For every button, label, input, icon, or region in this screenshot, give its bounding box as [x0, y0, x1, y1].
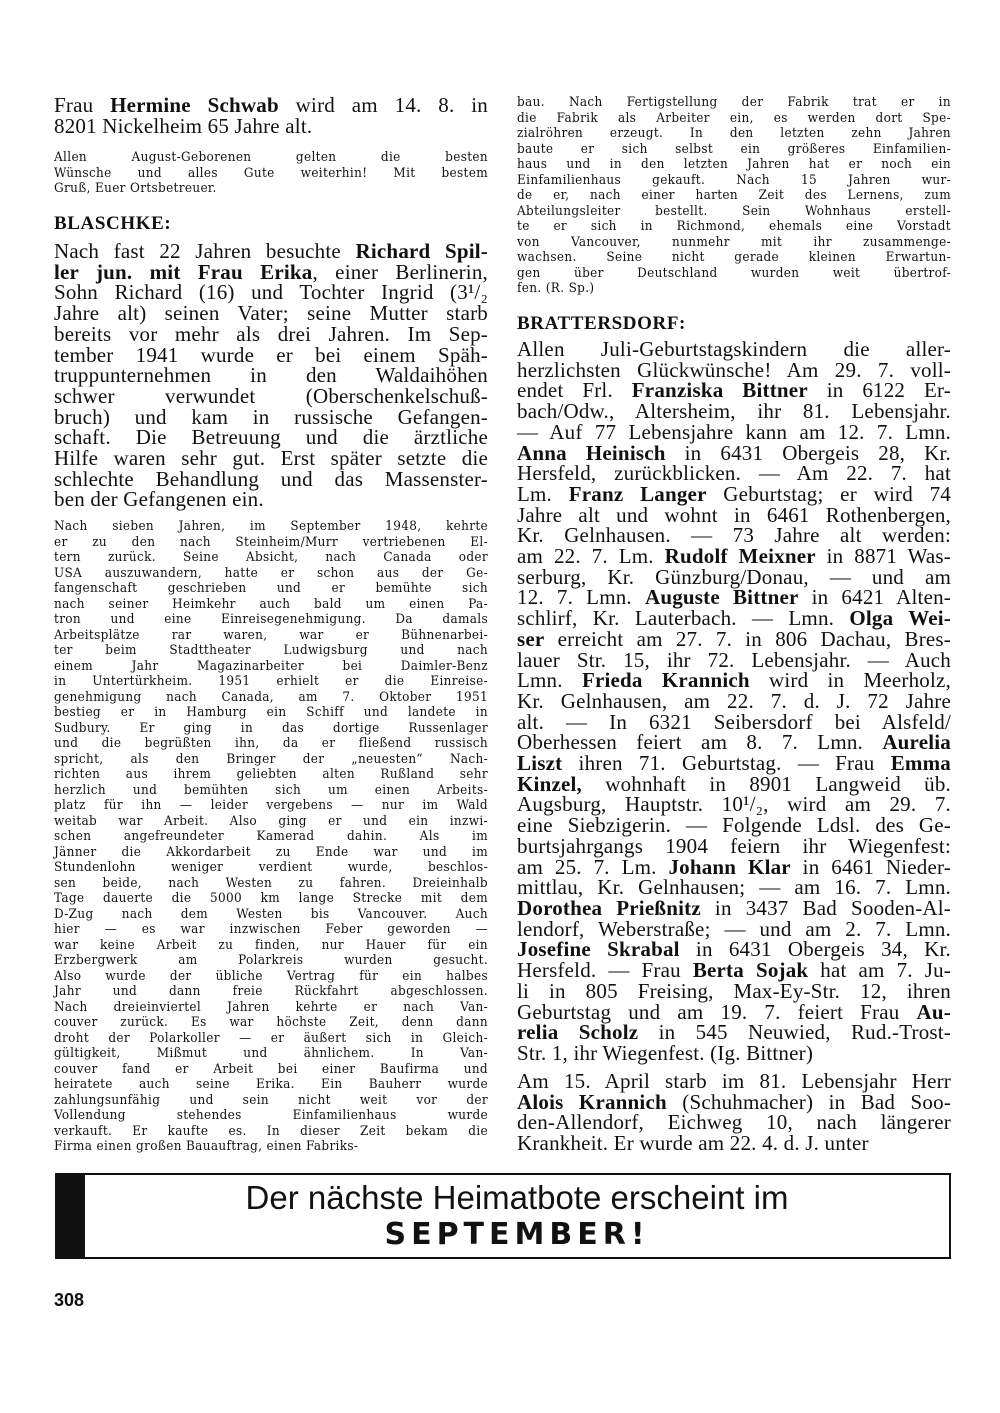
person-name: Franziska Bittner — [631, 378, 808, 403]
text-line: Jahr und dann freie Rückfahrt abgeschlossen. — [54, 984, 488, 999]
text-run: , einer Berlinerin, — [312, 259, 488, 284]
text-line — [54, 282, 488, 303]
text-line — [517, 815, 951, 836]
text-line: Sudbury. Er ging in das dortige Russenlager — [54, 720, 488, 736]
banner-month: SEPTEMBER! — [384, 1217, 650, 1252]
text-line: baute er sich selbst ein größeres Einfamilien- — [517, 141, 951, 157]
text-line — [54, 259, 488, 284]
text-line — [517, 626, 951, 651]
text-line: tron und eine Einreisegenehmigung. Da damals — [54, 612, 488, 627]
text-run: Allen Juli-Geburtstagskindern die aller- — [517, 337, 951, 361]
text-line: hier — es war inzwischen Feber geworden — — [54, 922, 488, 937]
text-line: nach seiner Heimkehr auch bald um einen Pa- — [54, 596, 488, 612]
text-line — [54, 489, 488, 510]
text-line: Jänner die Akkordarbeit zu Ende war und im — [54, 844, 488, 860]
text-run: in 6461 Nieder- — [790, 854, 951, 879]
text-run: alt. — In 6321 Seibersdorf bei Alsfeld/ — [517, 709, 951, 734]
person-name: Franz Langer — [568, 481, 707, 506]
text-line: fangenschaft geschrieben und er bemühte sich — [54, 581, 488, 596]
person-name: Au- — [916, 999, 951, 1024]
text-run: Am 15. April starb im 81. Lebensjahr Herr — [517, 1069, 951, 1093]
text-line — [54, 241, 488, 262]
text-line — [517, 419, 951, 444]
text-run: Str. 1, ihr Wiegenfest. (Ig. Bittner) — [517, 1040, 814, 1065]
text-line — [517, 978, 951, 1003]
text-line — [517, 794, 951, 815]
text-line: genehmigung nach Canada, am 7. Oktober 1951 — [54, 689, 488, 705]
text-line — [517, 688, 951, 713]
text-run: bruch) und kam in russische Gefangen- — [54, 404, 488, 429]
person-name: Alois Krannich — [517, 1089, 667, 1114]
text-line: schen angefreundeter Kamerad dahin. Als im — [54, 829, 488, 844]
text-run: am 25. 7. Lm. — [517, 854, 669, 879]
text-line: herzlich und bemühten sich um einen Arbeits- — [54, 782, 488, 798]
text-line — [517, 647, 951, 672]
text-run: Jahre alt und wohnt in 6461 Rothenbergen, — [517, 502, 951, 527]
text-line — [517, 895, 951, 920]
text-line: D-Zug nach dem Westen bis Vancouver. Auch — [54, 906, 488, 922]
birthday-paragraph — [517, 339, 951, 1064]
text-run: Geburtstag und am 19. 7. feiert Frau — [517, 999, 917, 1024]
person-name: Anna Heinisch — [517, 440, 666, 465]
text-line — [54, 113, 488, 138]
text-line: ter beim Stadttheater Ludwigsburg und nach — [54, 643, 488, 658]
text-run: Krankheit. Er wurde am 22. 4. d. J. unter — [517, 1131, 869, 1156]
banner-body — [85, 1175, 949, 1257]
person-name: ser — [517, 626, 545, 651]
text-run: — Auf 77 Lebensjahre kann am 12. 7. Lmn. — [517, 419, 951, 444]
text-line: die Fabrik als Arbeiter ein, es werden dort Spe- — [517, 110, 951, 126]
text-line: Arbeitsplätze rar waren, war er Bühnenarbei- — [54, 627, 488, 643]
text-run: Hersfeld. — Frau — [517, 958, 693, 983]
person-name: Hermine Schwab — [110, 93, 279, 117]
text-line — [517, 1089, 952, 1114]
text-line: Nach sieben Jahren, im September 1948, kehrte — [54, 519, 488, 534]
text-run: ben der Gefangenen ein. — [54, 487, 264, 512]
text-line — [517, 771, 951, 796]
person-name: Kinzel, — [517, 771, 582, 796]
person-name: Emma — [890, 751, 951, 776]
person-name: Olga Wei- — [849, 606, 951, 631]
text-line: Firma einen großen Bauauftrag, einen Fabriks- — [54, 1139, 359, 1154]
text-run: in 6431 Obergeis 28, Kr. — [665, 440, 951, 465]
text-line: Stundenlohn weniger verdient wurde, beschlos- — [54, 860, 488, 875]
banner-headline: Der nächste Heimatbote erscheint im — [245, 1179, 789, 1216]
text-line — [54, 303, 488, 324]
text-line — [517, 525, 951, 546]
text-line — [517, 1133, 951, 1154]
text-run: 8201 Nickelheim 65 Jahre alt. — [54, 113, 313, 138]
text-line — [517, 502, 951, 527]
text-line — [517, 916, 951, 941]
text-run: eine Siebzigerin. — Folgende Ldsl. des Ge- — [517, 813, 951, 838]
text-line — [517, 833, 951, 858]
text-run: Kr. Gelnhausen, am 22. 7. d. J. 72 Jahre — [517, 688, 951, 713]
text-line — [517, 546, 951, 567]
text-run: ihren 71. Geburtstag. — Frau — [562, 751, 891, 776]
text-line — [54, 342, 488, 367]
text-line: Einfamilienhaus gekauft. Nach 15 Jahren wur- — [517, 172, 951, 188]
text-line: te er sich in Richmond, ehemals eine Vorstadt — [517, 219, 951, 234]
text-run: (Schuhmacher) in Bad Soo- — [666, 1089, 952, 1114]
text-line: Vollendung stehendes Einfamilienhaus wurde — [54, 1108, 488, 1123]
text-run: Hersfeld, zurückblicken. — Am 22. 7. hat — [517, 461, 951, 486]
text-line: haus und in den letzten Jahren hat er noch ein — [517, 157, 951, 172]
text-line — [54, 365, 488, 386]
text-line: spricht, als den Bringer der „neuesten“ Nach- — [54, 751, 488, 767]
section-heading-brattersdorf: BRATTERSDORF: — [517, 313, 686, 334]
text-run: Hilfe waren sehr gut. Erst später setzte die — [54, 446, 488, 471]
text-run: in 6421 Alten- — [798, 585, 951, 610]
text-line: zialröhren erzeugt. In den letzten zehn Jahren — [517, 126, 951, 141]
text-line — [517, 732, 951, 753]
text-line: in Untertürkheim. 1951 erhielt er die Einreise- — [54, 674, 488, 689]
text-run: wird am 14. 8. in — [278, 93, 488, 117]
text-run: Lmn. — [517, 668, 582, 693]
text-line: richten aus ihrem geliebten alten Rußland sehr — [54, 767, 488, 782]
text-line: gen über Deutschland wurden weit übertrof- — [517, 265, 951, 281]
text-line — [517, 463, 951, 484]
text-line: Tage dauerte die 5000 km lange Strecke mit dem — [54, 891, 488, 906]
text-run: in 6431 Obergeis 34, Kr. — [679, 937, 951, 962]
text-line: USA auszuwandern, hatte er schon aus der Ge- — [54, 565, 488, 581]
text-line: verkauft. Er kaufte es. In dieser Zeit bekam die — [54, 1123, 488, 1139]
person-name: relia Scholz — [517, 1020, 639, 1045]
person-name: Frieda Krannich — [581, 668, 750, 693]
text-line: Gruß, Euer Ortsbetreuer. — [54, 181, 217, 196]
person-name: ler jun. mit Frau Erika — [54, 259, 313, 284]
text-line — [517, 877, 951, 898]
text-run: Lm. — [517, 481, 569, 506]
text-run: Sohn Richard (16) und Tochter Ingrid (3¹/₂ — [54, 280, 488, 305]
text-line: tern zurück. Seine Absicht, nach Canada oder — [54, 550, 488, 565]
text-line — [517, 753, 951, 774]
text-run: erreicht am 27. 7. in 806 Dachau, Bres- — [544, 626, 951, 651]
text-line: war keine Arbeit zu finden, nur Hauer für ein — [54, 937, 488, 953]
text-line: de er, nach einer harten Zeit des Lernens, zum — [517, 188, 951, 203]
person-name: Johann Klar — [668, 854, 791, 879]
text-run: wohnhaft in 8901 Langweid üb. — [581, 771, 951, 796]
text-line: und die begrüßten ihn, da er fließend russisch — [54, 736, 488, 751]
text-line — [54, 404, 488, 429]
text-line — [54, 427, 488, 448]
text-line — [517, 380, 951, 401]
text-run: 12. 7. Lmn. — [517, 585, 645, 610]
text-line — [517, 339, 951, 360]
person-name: Aurelia — [882, 730, 951, 755]
text-line — [517, 960, 951, 981]
story-paragraph — [54, 519, 488, 1155]
text-run: den-Allendorf, Eichweg 10, nach längerer — [517, 1110, 951, 1135]
text-line — [517, 939, 951, 960]
text-run: burtsjahrgangs 1904 feiern ihr Wiegenfest: — [517, 833, 951, 858]
text-run: li in 805 Freising, Max-Ey-Str. 12, ihren — [517, 978, 951, 1003]
text-line — [54, 448, 488, 469]
text-run: wird in Meerholz, — [749, 668, 951, 693]
text-line — [517, 587, 951, 608]
text-line — [54, 466, 488, 491]
text-line: zahlungsunfähig und sein nicht weit vor der — [54, 1092, 488, 1108]
blaschke-paragraph — [54, 241, 488, 510]
text-line: einem Jahr Magazinarbeiter bei Daimler-Benz — [54, 658, 488, 674]
text-run: truppunternehmen in den Waldaihöhen — [54, 363, 488, 388]
text-run: tember 1941 wurde er bei einem Späh- — [54, 342, 488, 367]
person-name: Berta Sojak — [692, 958, 809, 983]
text-line — [517, 709, 951, 734]
text-run: Jahre alt) seinen Vater; seine Mutter starb — [54, 301, 488, 326]
text-line: droht der Polarkoller — er äußert sich in Gleich- — [54, 1030, 488, 1046]
announcement-banner — [55, 1173, 951, 1259]
text-run: bach/Odw., Altersheim, ihr 81. Lebensjahr. — [517, 399, 951, 424]
text-line: Also wurde der übliche Vertrag für ein halbes — [54, 968, 488, 984]
person-name: Dorothea Prießnitz — [517, 895, 701, 920]
text-line — [517, 1071, 951, 1092]
text-line: er zu den nach Steinheim/Murr vertriebenen El- — [54, 534, 488, 550]
text-line — [517, 670, 951, 691]
text-line: Wünsche und alles Gute weiterhin! Mit bestem — [54, 165, 488, 181]
text-run: Kr. Gelnhausen. — 73 Jahre alt werden: — [517, 523, 951, 548]
text-line — [54, 383, 488, 408]
text-line — [517, 401, 951, 422]
text-line — [517, 608, 951, 629]
text-line — [517, 564, 951, 589]
text-run: Augsburg, Hauptstr. 10¹/₂, wird am 29. 7. — [517, 792, 951, 817]
text-run: in 3437 Bad Sooden-Al- — [700, 895, 951, 920]
text-line: von Vancouver, nunmehr mit ihr zusammenge- — [517, 234, 951, 250]
text-run: schwer verwundet (Oberschenkelschuß- — [54, 383, 488, 408]
text-run: in 8871 Was- — [815, 544, 952, 569]
text-run: Nach fast 22 Jahren besuchte — [54, 239, 356, 263]
text-line — [517, 1040, 951, 1065]
text-line: couver zurück. Es war höchste Zeit, denn dann — [54, 1015, 488, 1030]
text-line — [517, 999, 951, 1024]
text-line: gültigkeit, Mißmut und ähnlichem. In Van- — [54, 1046, 488, 1061]
text-line: heiratete auch seine Erika. Ein Bauherr wurde — [54, 1077, 488, 1092]
person-name: Rudolf Meixner — [664, 544, 816, 569]
text-run: schaft. Die Betreuung und die ärztliche — [54, 425, 488, 450]
text-line: fen. (R. Sp.) — [517, 281, 595, 296]
text-line: weitab war Arbeit. Also ging er und ein inzwi- — [54, 813, 488, 829]
text-run: lendorf, Weberstraße; — und am 2. 7. Lmn. — [517, 916, 951, 941]
person-name: Richard Spil- — [355, 239, 488, 263]
text-line — [54, 321, 488, 346]
person-name: Josefine Skrabal — [517, 937, 680, 962]
text-line — [517, 854, 951, 879]
text-line — [517, 1112, 951, 1133]
banner-side-bar — [57, 1175, 85, 1257]
text-line: bestieg er in Hamburg ein Schiff und landete in — [54, 705, 488, 720]
text-run: am 22. 7. Lm. — [517, 544, 665, 569]
person-name: Liszt — [517, 751, 563, 776]
intro-paragraph — [54, 95, 488, 136]
text-run: in 6122 Er- — [807, 378, 951, 403]
text-line: Abteilungsleiter bestellt. Sein Wohnhaus erstell- — [517, 203, 951, 219]
text-line — [517, 1022, 951, 1043]
text-run: schlirf, Kr. Lauterbach. — Lmn. — [517, 606, 850, 631]
text-run: Frau — [54, 93, 111, 117]
text-run: lauer Str. 15, ihr 72. Lebensjahr. — Auch — [517, 647, 951, 672]
obituary-paragraph — [517, 1071, 951, 1154]
section-heading-blaschke: BLASCHKE: — [54, 213, 172, 234]
text-run: Oberhessen feiert am 8. 7. Lmn. — [517, 730, 883, 755]
text-run: bereits vor mehr als drei Jahren. Im Sep- — [54, 321, 488, 346]
text-run: Geburtstag; er wird 74 — [706, 481, 951, 506]
text-line: wachsen. Seine nicht gerade kleinen Erwartun- — [517, 250, 951, 265]
text-line — [517, 440, 951, 465]
text-line — [517, 357, 951, 382]
text-line — [517, 481, 951, 506]
text-line: Nach dreieinviertel Jahren kehrte er nach Van- — [54, 999, 488, 1015]
text-run: in 545 Neuwied, Rud.-Trost- — [638, 1020, 951, 1045]
story-continued-paragraph — [517, 95, 951, 297]
text-line: bau. Nach Fertigstellung der Fabrik trat er in — [517, 95, 951, 110]
text-line: Erzbergwerk am Polarkreis wurden gesucht. — [54, 953, 488, 968]
text-run: schlechte Behandlung und das Massenster- — [54, 466, 488, 491]
text-line: sen beide, nach Westen zu fahren. Dreieinhalb — [54, 875, 488, 891]
text-run: mittlau, Kr. Gelnhausen; — am 16. 7. Lmn. — [517, 875, 951, 900]
text-run: hat am 7. Ju- — [808, 958, 951, 983]
greeting-paragraph — [54, 150, 488, 197]
text-line: platz für ihn — leider vergebens — nur im Wald — [54, 798, 488, 813]
person-name: Auguste Bittner — [644, 585, 799, 610]
text-line: couver fand er Arbeit bei einer Baufirma und — [54, 1061, 488, 1077]
text-line — [54, 95, 488, 116]
text-line: Allen August-Geborenen gelten die besten — [54, 150, 488, 165]
page-number: 308 — [54, 1290, 85, 1310]
text-run: herzlichsten Glückwünsche! Am 29. 7. voll- — [517, 357, 951, 382]
text-run: serburg, Kr. Günzburg/Donau, — und am — [517, 564, 951, 589]
text-run: endet Frl. — [517, 378, 632, 403]
